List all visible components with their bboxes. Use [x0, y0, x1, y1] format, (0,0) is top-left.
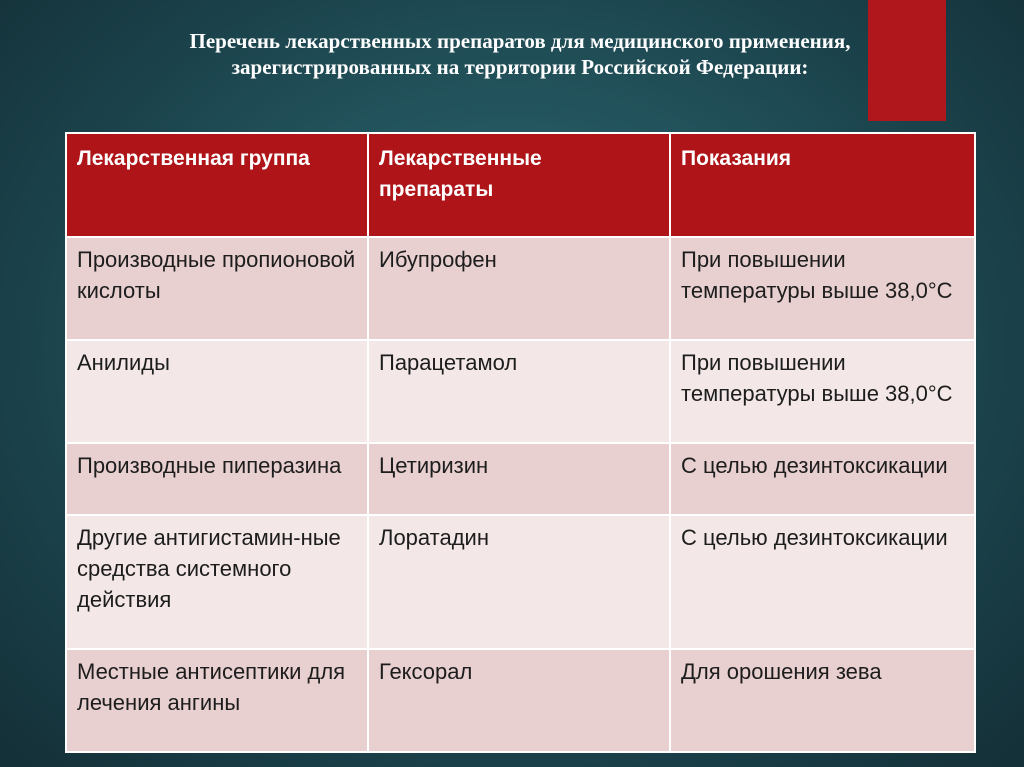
slide-title-line-2: зарегистрированных на территории Российской Федерации: [231, 55, 809, 79]
cell-drug-group: Другие антигистамин-ные средства системного действия [66, 515, 368, 649]
table-row [66, 340, 975, 443]
cell-indication: С целью дезинтоксикации [670, 515, 975, 649]
cell-drug-group: Местные антисептики для лечения ангины [66, 649, 368, 752]
table-row [66, 515, 975, 649]
header-drug-products: Лекарственные препараты [368, 133, 670, 237]
drug-table [65, 132, 976, 753]
slide-title [60, 28, 980, 80]
table-row [66, 237, 975, 340]
table-header-row [66, 133, 975, 237]
header-indications: Показания [670, 133, 975, 237]
cell-indication: Для орошения зева [670, 649, 975, 752]
cell-drug-product: Парацетамол [368, 340, 670, 443]
cell-drug-product: Цетиризин [368, 443, 670, 515]
cell-drug-product: Ибупрофен [368, 237, 670, 340]
table-row [66, 443, 975, 515]
cell-drug-group: Анилиды [66, 340, 368, 443]
slide-title-line-1: Перечень лекарственных препаратов для медицинского применения, [189, 29, 851, 53]
cell-drug-group: Производные пропионовой кислоты [66, 237, 368, 340]
cell-indication: При повышении температуры выше 38,0°С [670, 340, 975, 443]
header-drug-group: Лекарственная группа [66, 133, 368, 237]
table-row [66, 649, 975, 752]
cell-indication: При повышении температуры выше 38,0°С [670, 237, 975, 340]
cell-indication: С целью дезинтоксикации [670, 443, 975, 515]
cell-drug-group: Производные пиперазина [66, 443, 368, 515]
cell-drug-product: Гексорал [368, 649, 670, 752]
cell-drug-product: Лоратадин [368, 515, 670, 649]
